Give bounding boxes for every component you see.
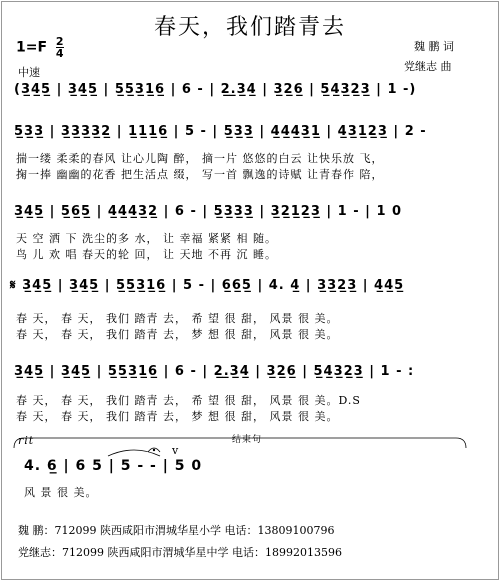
time-bottom: 4 xyxy=(55,47,64,60)
system-3-lyric-1: 天 空 洒 下 洗尘的多 水， 让 幸福 紧紧 相 随。 xyxy=(16,232,277,245)
system-5-lyric-2: 春 天， 春 天， 我们 踏青 去， 梦 想 很 甜， 风景 很 美。 xyxy=(16,410,339,423)
system-3-notes: 3̲4̲5̲ | 5̲6̲5̲ | 4̲4̲4̲3̲2̲ | 6 - | 5̲3̲3̲3̲ | 3̲2̲1̲2̲3̲ | 1 - | 1 0 xyxy=(14,204,403,219)
lyricist-credit: 魏 鹏 词 xyxy=(414,40,454,53)
breath-mark: v xyxy=(172,444,180,457)
slur xyxy=(108,450,160,456)
system-2-lyric-2: 掬一捧 幽幽的花香 把生活点 缀， 写一首 飘逸的诗赋 让青春作 陪， xyxy=(16,168,384,181)
tempo-marking: 中速 xyxy=(18,66,40,79)
footer-contact-1: 魏 鹏：712099 陕西咸阳市渭城华星小学 电话：13809100796 xyxy=(18,524,335,537)
system-6-notes: 4. 6̲ | 6 5 | 5 - - | 5 0 xyxy=(24,458,203,474)
key-label: 1=F xyxy=(16,39,48,56)
ending-bracket xyxy=(14,438,466,448)
system-2-notes: 5̲3̲3̲ | 3̲3̲3̲3̲2̲ | 1̲1̲1̲6̲ | 5 - | 5̲3̲3̲ | 4̲4̲4̲3̲1̲ | 4̲3̲1̲2̲3̲ | 2 - xyxy=(14,124,427,139)
footer-contact-2: 党继志：712099 陕西咸阳市渭城华星中学 电话：18992013596 xyxy=(18,546,342,559)
composer-credit: 党继志 曲 xyxy=(404,60,452,73)
rit-marking: rit xyxy=(18,434,35,447)
time-top: 2 xyxy=(55,35,64,48)
system-3-lyric-2: 鸟 儿 欢 唱 春天的轮 回， 让 天地 不再 沉 睡。 xyxy=(16,248,277,261)
system-4-lyric-2: 春 天， 春 天， 我们 踏青 去， 梦 想 很 甜， 风景 很 美。 xyxy=(16,328,339,341)
system-5-lyric-1: 春 天， 春 天， 我们 踏青 去， 希 望 很 甜， 风景 很 美。D.S xyxy=(16,394,361,407)
system-2-lyric-1: 揣一缕 柔柔的春风 让心儿陶 醉， 摘一片 悠悠的白云 让快乐放 飞， xyxy=(16,152,384,165)
song-title: 春天，我们踏青去 xyxy=(153,15,346,40)
system-5-notes: 3̲4̲5̲ | 3̲4̲5̲ | 5̲5̲3̲1̲6̲ | 6 - | 2̲.̲3̲4̲ | 3̲2̲6̲ | 5̲4̲3̲2̲3̲ | 1 - : xyxy=(14,364,415,379)
system-4-lyric-1: 春 天， 春 天， 我们 踏青 去， 希 望 很 甜， 风景 很 美。 xyxy=(16,312,339,325)
system-4-notes: 𝄋 3̲4̲5̲ | 3̲4̲5̲ | 5̲5̲3̲1̲6̲ | 5 - | 6̲6̲5̲ | 4. 4̲ | 3̲3̲2̲3̲ | 4̲4̲5̲ xyxy=(10,278,405,293)
system-1-notes: (3̲4̲5̲ | 3̲4̲5̲ | 5̲5̲3̲1̲6̲ | 6 - | 2̲.̲3̲4̲ | 3̲2̲6̲ | 5̲4̲3̲2̲3̲ | 1 -) xyxy=(14,82,417,97)
system-6-lyric: 风 景 很 美。 xyxy=(24,486,98,499)
ending-label: 结束句 xyxy=(232,435,263,445)
fermata-dot xyxy=(153,449,155,451)
